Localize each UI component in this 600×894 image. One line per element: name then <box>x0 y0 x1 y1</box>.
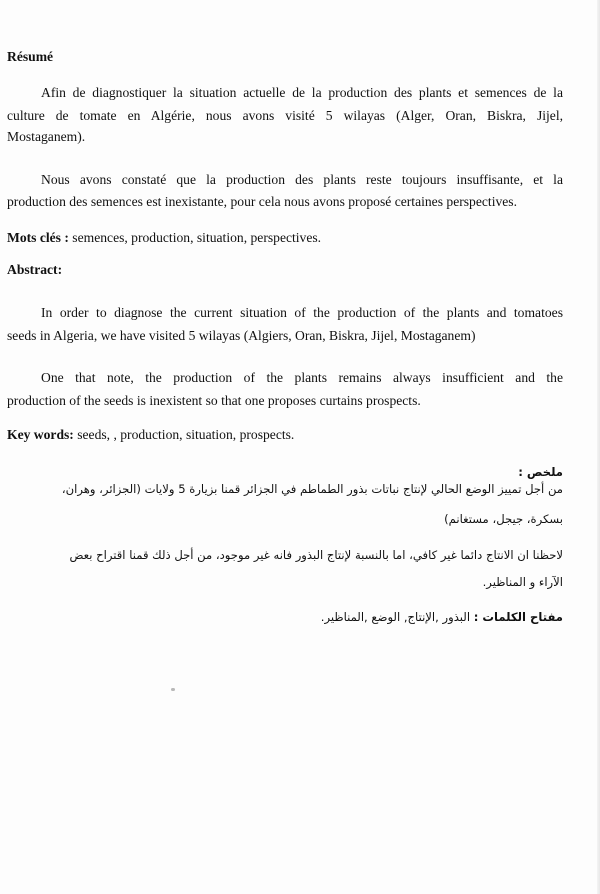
abstract-paragraph-2-line-1: One that note, the production of the plants remains always insufficient and the <box>41 370 563 385</box>
arabic-paragraph-1-line-2: بسكرة، جيجل، مستغانم) <box>444 512 563 526</box>
abstract-keywords <box>7 427 563 443</box>
arabic-keywords-label: مفتاح الكلمات : <box>473 610 563 624</box>
arabic-paragraph-2-line-2: الآراء و المناظير. <box>482 575 563 589</box>
arabic-keywords <box>7 609 563 625</box>
resume-keywords-label: Mots clés : <box>7 230 69 245</box>
arabic-heading: ملخص : <box>518 465 563 479</box>
abstract-keywords-label: Key words: <box>7 427 74 442</box>
scan-speck <box>171 688 175 691</box>
resume-heading: Résumé <box>7 49 54 64</box>
abstract-keywords-text: seeds, , production, situation, prospects. <box>73 427 295 442</box>
abstract-paragraph-2-line-2: production of the seeds is inexistent so that one proposes curtains prospects. <box>7 393 421 408</box>
resume-paragraph-1-line-3: Mostaganem). <box>7 129 86 144</box>
arabic-keywords-text: البذور ,الإنتاج, الوضع ,المناظير. <box>320 610 474 624</box>
resume-paragraph-2-line-2: production des semences est inexistante, pour cela nous avons proposé certaines perspectives. <box>7 194 517 209</box>
resume-keywords-text: semences, production, situation, perspectives. <box>68 230 322 245</box>
resume-paragraph-1-line-1: Afin de diagnostiquer la situation actuelle de la production des plants et semences de la <box>41 85 563 100</box>
resume-paragraph-2-line-1: Nous avons constaté que la production des plants reste toujours insuffisante, et la <box>41 172 563 187</box>
abstract-paragraph-1-line-1: In order to diagnose the current situation of the production of the plants and tomatoes <box>41 305 563 320</box>
resume-paragraph-1-line-2: culture de tomate en Algérie, nous avons visité 5 wilayas (Alger, Oran, Biskra, Jijel, <box>7 108 563 123</box>
abstract-heading: Abstract: <box>7 262 63 277</box>
abstract-paragraph-1-line-2: seeds in Algeria, we have visited 5 wilayas (Algiers, Oran, Biskra, Jijel, Mostaganem) <box>7 328 476 343</box>
arabic-paragraph-2-line-1: لاحظنا ان الانتاج دائما غير كافي، اما بالنسبة لإنتاج البذور فانه غير موجود، من أجل ذلك قمنا اقتراح بعض <box>69 548 563 562</box>
arabic-paragraph-1-line-1: من أجل تمييز الوضع الحالي لإنتاج نباتات بذور الطماطم في الجزائر قمنا بزيارة 5 ولايات (الجزائر، وهران، <box>61 482 563 496</box>
resume-keywords <box>7 230 563 246</box>
